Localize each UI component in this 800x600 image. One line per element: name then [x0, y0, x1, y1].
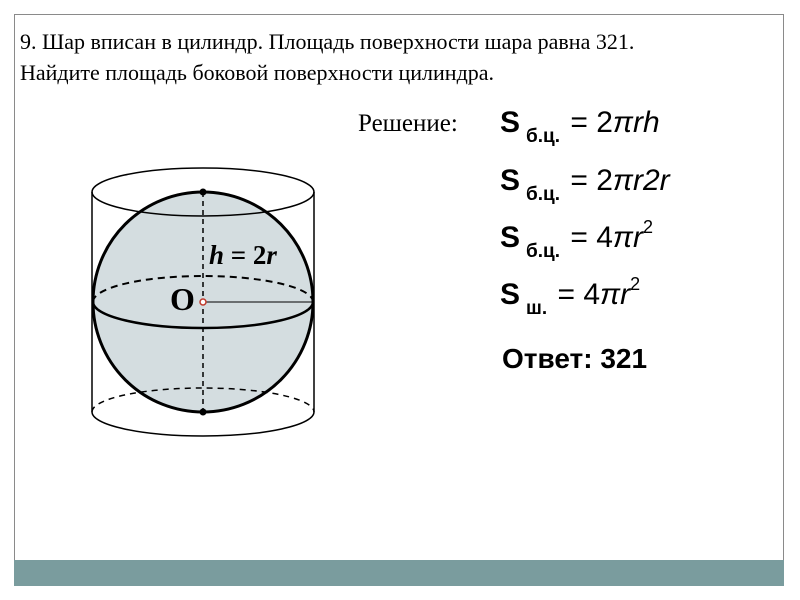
problem-statement — [20, 26, 780, 88]
formula-1: S $_{б.ц.}$ = 2πrh — [500, 106, 660, 147]
bottom-bar — [14, 560, 784, 586]
bottom-point — [200, 409, 207, 416]
top-point — [200, 189, 207, 196]
cylinder-bottom-front — [92, 412, 314, 436]
formula-2: S $_{б.ц.}$ = 2πr2r — [500, 164, 670, 205]
problem-line-1: 9. Шар вписан в цилиндр. Площадь поверхности шара равна 321. — [20, 29, 635, 54]
formula-3: S $_{б.ц.} = 4\pi r^2$ — [500, 217, 653, 262]
formula-4: S $_{ш.} = 4\pi r^2$ — [500, 274, 641, 319]
center-label: O — [170, 281, 195, 317]
problem-line-2: Найдите площадь боковой поверхности цилиндра. — [20, 60, 495, 85]
center-point — [200, 299, 206, 305]
solution-label: Решение: — [358, 110, 458, 137]
cylinder-sphere-figure — [80, 160, 330, 440]
answer: Ответ: 321 — [502, 343, 648, 374]
height-label: h = 2r — [209, 240, 277, 270]
